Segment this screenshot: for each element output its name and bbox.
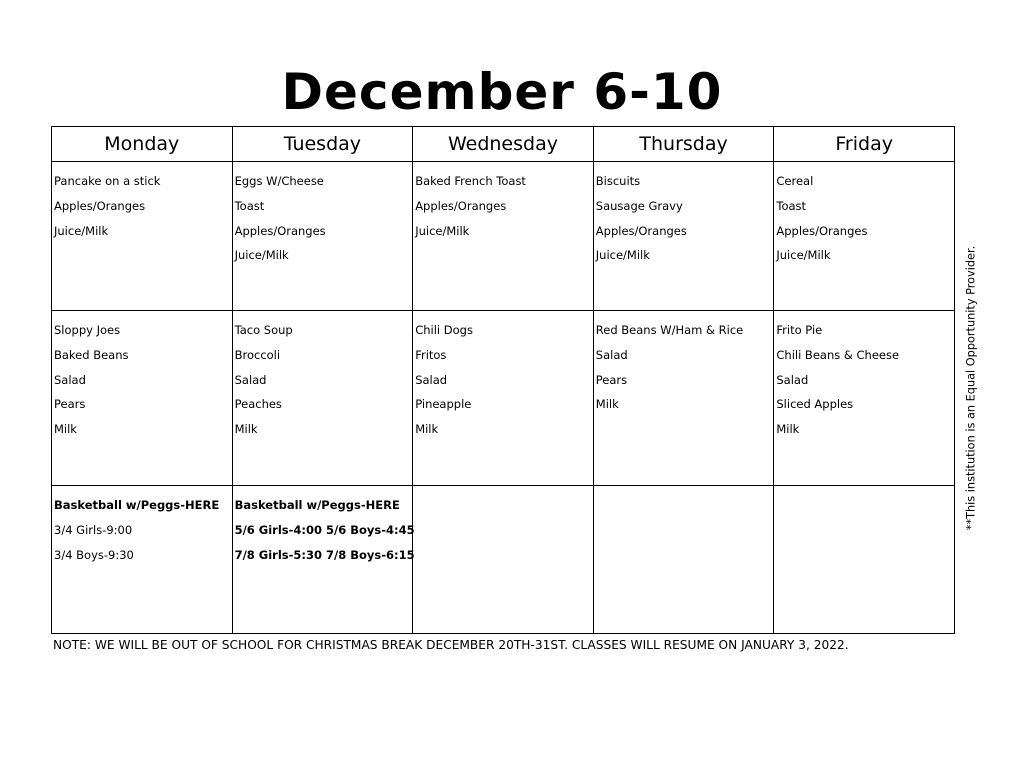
menu-item: Apples/Oranges xyxy=(595,223,687,238)
menu-item: Apples/Oranges xyxy=(54,198,146,213)
cell-lines xyxy=(233,162,413,268)
menu-item: Chili Beans & Cheese xyxy=(776,347,900,362)
lunch-cell-friday xyxy=(774,311,955,486)
menu-item: 3/4 Boys-9:30 xyxy=(54,547,134,562)
events-row xyxy=(52,486,955,634)
menu-item: Red Beans W/Ham & Rice xyxy=(595,323,744,337)
lunch-cell-monday xyxy=(52,311,233,486)
menu-item: Frito Pie xyxy=(776,323,823,337)
day-header-row xyxy=(52,127,955,162)
breakfast-cell-tuesday xyxy=(232,162,413,311)
lunch-cell-thursday xyxy=(593,311,774,486)
menu-item: Salad xyxy=(234,372,267,387)
menu-item: 5/6 Girls-4:00 5/6 Boys-4:45 xyxy=(234,522,415,537)
break-note: NOTE: WE WILL BE OUT OF SCHOOL FOR CHRISTMAS BREAK DECEMBER 20TH-31ST. CLASSES WILL RESUME ON JANUARY 3, 2022. xyxy=(53,638,849,652)
events-cell-tuesday xyxy=(232,486,413,634)
cell-lines xyxy=(594,311,774,417)
day-header-friday: Friday xyxy=(774,127,955,162)
menu-table xyxy=(51,126,955,634)
menu-item: Milk xyxy=(415,422,439,437)
menu-item: Juice/Milk xyxy=(415,223,470,238)
cell-lines xyxy=(52,162,232,243)
cell-lines xyxy=(774,311,954,442)
menu-item: Pears xyxy=(54,397,86,412)
menu-item: Toast xyxy=(234,198,265,213)
menu-item: Biscuits xyxy=(595,174,641,188)
lunch-cell-wednesday xyxy=(413,311,594,486)
cell-lines xyxy=(594,486,774,493)
cell-lines xyxy=(233,311,413,442)
menu-item: Salad xyxy=(415,372,448,387)
menu-item: Peaches xyxy=(234,397,282,412)
menu-item: Juice/Milk xyxy=(234,248,289,263)
equal-opportunity-note: **This institution is an Equal Opportunity Provider. xyxy=(964,245,978,531)
breakfast-cell-friday xyxy=(774,162,955,311)
day-header-tuesday: Tuesday xyxy=(232,127,413,162)
menu-item: Salad xyxy=(595,347,628,362)
breakfast-cell-monday xyxy=(52,162,233,311)
menu-item: Baked Beans xyxy=(54,347,129,362)
cell-lines xyxy=(52,486,232,567)
menu-item: Salad xyxy=(776,372,809,387)
events-cell-wednesday xyxy=(413,486,594,634)
menu-item: Apples/Oranges xyxy=(415,198,507,213)
cell-lines xyxy=(774,162,954,268)
cell-lines xyxy=(413,162,593,243)
breakfast-cell-thursday xyxy=(593,162,774,311)
menu-item: Chili Dogs xyxy=(415,323,473,337)
breakfast-cell-wednesday xyxy=(413,162,594,311)
menu-item: Milk xyxy=(54,422,77,437)
cell-lines xyxy=(594,162,774,268)
menu-item: Basketball w/Peggs-HERE xyxy=(54,498,220,512)
events-cell-monday xyxy=(52,486,233,634)
menu-item: Juice/Milk xyxy=(54,223,109,238)
day-header-monday: Monday xyxy=(52,127,233,162)
menu-item: 7/8 Girls-5:30 7/8 Boys-6:15 xyxy=(234,547,415,562)
menu-item: Salad xyxy=(54,372,86,387)
cell-lines xyxy=(413,311,593,442)
lunch-row xyxy=(52,311,955,486)
menu-item: Sausage Gravy xyxy=(595,198,683,213)
day-header-thursday: Thursday xyxy=(593,127,774,162)
day-header-wednesday: Wednesday xyxy=(413,127,594,162)
menu-item: Sliced Apples xyxy=(776,397,854,412)
menu-item: Broccoli xyxy=(234,347,281,362)
menu-item: Pears xyxy=(595,372,628,387)
menu-item: Fritos xyxy=(415,347,447,362)
cell-lines xyxy=(774,486,954,493)
menu-body xyxy=(52,162,955,634)
lunch-cell-tuesday xyxy=(232,311,413,486)
page-title: December 6-10 xyxy=(281,63,723,121)
menu-item: Apples/Oranges xyxy=(234,223,326,238)
menu-item: Baked French Toast xyxy=(415,174,526,188)
breakfast-row xyxy=(52,162,955,311)
menu-item: Milk xyxy=(595,397,619,412)
menu-item: Cereal xyxy=(776,174,814,188)
menu-item: 3/4 Girls-9:00 xyxy=(54,522,133,537)
menu-item: Sloppy Joes xyxy=(54,323,121,337)
menu-item: Basketball w/Peggs-HERE xyxy=(234,498,400,512)
menu-item: Juice/Milk xyxy=(595,248,650,263)
events-cell-friday xyxy=(774,486,955,634)
cell-lines xyxy=(52,311,232,442)
menu-item: Toast xyxy=(776,198,807,213)
cell-lines xyxy=(233,486,413,567)
menu-item: Juice/Milk xyxy=(776,248,831,263)
menu-item: Milk xyxy=(776,422,800,437)
menu-item: Eggs W/Cheese xyxy=(234,174,324,188)
menu-item: Taco Soup xyxy=(234,323,293,337)
cell-lines xyxy=(413,486,593,493)
events-cell-thursday xyxy=(593,486,774,634)
menu-item: Pineapple xyxy=(415,397,472,412)
menu-item: Apples/Oranges xyxy=(776,223,868,238)
menu-item: Milk xyxy=(234,422,258,437)
menu-item: Pancake on a stick xyxy=(54,174,161,188)
